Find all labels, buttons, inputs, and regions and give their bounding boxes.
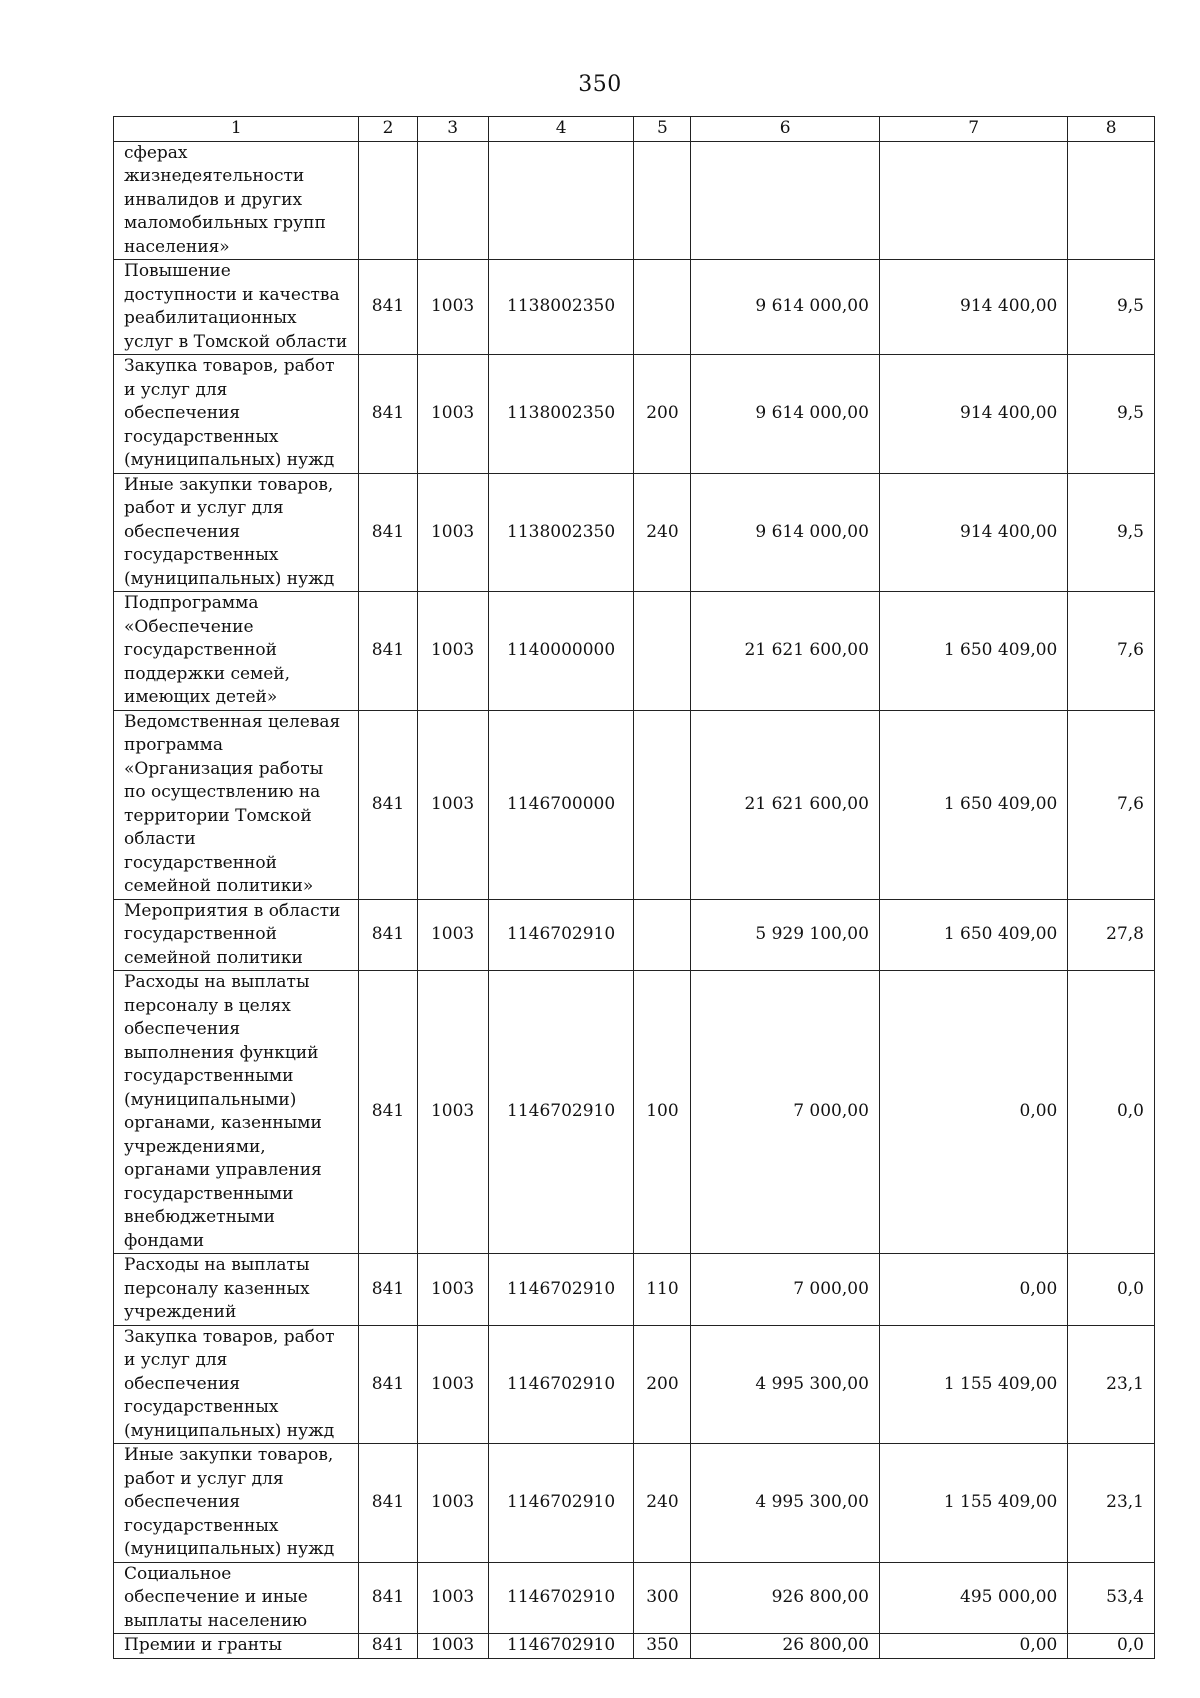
table-cell: 1146702910 [488, 1634, 634, 1659]
table-cell: 926 800,00 [691, 1562, 879, 1634]
table-cell: 1003 [417, 1634, 488, 1659]
table-cell: 21 621 600,00 [691, 710, 879, 899]
table-cell: 9,5 [1068, 355, 1155, 474]
table-cell: 841 [359, 1634, 417, 1659]
table-cell: 1146700000 [488, 710, 634, 899]
column-header: 7 [879, 117, 1067, 142]
table-cell: 1138002350 [488, 260, 634, 355]
table-cell: 1003 [417, 592, 488, 711]
table-cell: 7,6 [1068, 592, 1155, 711]
table-row [114, 710, 1155, 899]
table-cell [634, 899, 691, 971]
table-cell [359, 141, 417, 260]
table-cell: 100 [634, 971, 691, 1254]
row-name: Социальное обеспечение и иные выплаты населению [114, 1562, 359, 1634]
table-cell: 1003 [417, 1325, 488, 1444]
table-cell: 4 995 300,00 [691, 1444, 879, 1563]
row-name: Расходы на выплаты персоналу в целях обеспечения выполнения функций государственными (муниципальными) органами, казенными учреждениями, органами управления государственными внебюджетными фондами [114, 971, 359, 1254]
table-cell: 1140000000 [488, 592, 634, 711]
table-cell: 841 [359, 899, 417, 971]
table-row [114, 141, 1155, 260]
table-row [114, 473, 1155, 592]
table-cell: 1003 [417, 899, 488, 971]
table-cell [1068, 141, 1155, 260]
row-name: Расходы на выплаты персоналу казенных учреждений [114, 1254, 359, 1326]
column-header: 3 [417, 117, 488, 142]
table-cell: 495 000,00 [879, 1562, 1067, 1634]
table-cell: 0,00 [879, 971, 1067, 1254]
table-row [114, 1254, 1155, 1326]
table-cell: 841 [359, 971, 417, 1254]
row-name: Премии и гранты [114, 1634, 359, 1659]
table-cell [634, 592, 691, 711]
table-cell: 1146702910 [488, 1254, 634, 1326]
table-cell: 0,0 [1068, 971, 1155, 1254]
column-header: 5 [634, 117, 691, 142]
table-cell: 841 [359, 1254, 417, 1326]
budget-table [113, 116, 1155, 1659]
table-cell: 7 000,00 [691, 1254, 879, 1326]
table-cell [691, 141, 879, 260]
table-cell: 9 614 000,00 [691, 355, 879, 474]
table-cell: 1146702910 [488, 1562, 634, 1634]
table-cell: 200 [634, 355, 691, 474]
table-cell: 841 [359, 592, 417, 711]
column-header: 2 [359, 117, 417, 142]
table-row [114, 592, 1155, 711]
table-cell: 1003 [417, 1562, 488, 1634]
table-cell: 350 [634, 1634, 691, 1659]
table-cell: 1 650 409,00 [879, 592, 1067, 711]
table-cell: 9,5 [1068, 260, 1155, 355]
row-name: Повышение доступности и качества реабилитационных услуг в Томской области [114, 260, 359, 355]
table-cell: 1003 [417, 1254, 488, 1326]
column-header: 1 [114, 117, 359, 142]
row-name: Закупка товаров, работ и услуг для обеспечения государственных (муниципальных) нужд [114, 355, 359, 474]
table-cell: 53,4 [1068, 1562, 1155, 1634]
table-cell: 1003 [417, 971, 488, 1254]
table-row [114, 899, 1155, 971]
table-cell: 1146702910 [488, 1444, 634, 1563]
table-cell: 110 [634, 1254, 691, 1326]
table-cell: 7,6 [1068, 710, 1155, 899]
table-cell: 5 929 100,00 [691, 899, 879, 971]
table-cell: 9,5 [1068, 473, 1155, 592]
table-cell: 1003 [417, 1444, 488, 1563]
row-name: Иные закупки товаров, работ и услуг для обеспечения государственных (муниципальных) нужд [114, 473, 359, 592]
table-row [114, 260, 1155, 355]
table-cell [879, 141, 1067, 260]
table-row [114, 1634, 1155, 1659]
table-cell: 1146702910 [488, 1325, 634, 1444]
table-cell: 841 [359, 260, 417, 355]
row-name: Мероприятия в области государственной семейной политики [114, 899, 359, 971]
table-cell [634, 260, 691, 355]
table-cell: 0,0 [1068, 1254, 1155, 1326]
table-cell: 23,1 [1068, 1325, 1155, 1444]
table-cell: 914 400,00 [879, 473, 1067, 592]
table-cell: 1 650 409,00 [879, 710, 1067, 899]
table-cell: 240 [634, 1444, 691, 1563]
page-number: 350 [578, 72, 622, 97]
table-cell: 1003 [417, 473, 488, 592]
table-row [114, 1562, 1155, 1634]
column-header: 4 [488, 117, 634, 142]
table-cell: 841 [359, 355, 417, 474]
table-cell: 914 400,00 [879, 260, 1067, 355]
table-cell: 1003 [417, 710, 488, 899]
table-cell: 26 800,00 [691, 1634, 879, 1659]
table-cell [634, 710, 691, 899]
row-name: Закупка товаров, работ и услуг для обеспечения государственных (муниципальных) нужд [114, 1325, 359, 1444]
table-cell: 0,00 [879, 1254, 1067, 1326]
table-row [114, 1444, 1155, 1563]
table-cell: 1 155 409,00 [879, 1325, 1067, 1444]
table-cell: 914 400,00 [879, 355, 1067, 474]
table-cell: 27,8 [1068, 899, 1155, 971]
table-cell: 841 [359, 1325, 417, 1444]
table-row [114, 1325, 1155, 1444]
table-cell: 0,00 [879, 1634, 1067, 1659]
table-cell: 9 614 000,00 [691, 473, 879, 592]
row-name: Подпрограмма «Обеспечение государственной поддержки семей, имеющих детей» [114, 592, 359, 711]
table-cell: 841 [359, 710, 417, 899]
table-cell [488, 141, 634, 260]
table-cell: 300 [634, 1562, 691, 1634]
row-name: Ведомственная целевая программа «Организация работы по осуществлению на территории Томской области государственной семейной политики» [114, 710, 359, 899]
column-header: 8 [1068, 117, 1155, 142]
table-cell: 841 [359, 1562, 417, 1634]
row-name: Иные закупки товаров, работ и услуг для обеспечения государственных (муниципальных) нужд [114, 1444, 359, 1563]
table-cell: 21 621 600,00 [691, 592, 879, 711]
table-cell: 841 [359, 1444, 417, 1563]
table-cell: 23,1 [1068, 1444, 1155, 1563]
table-cell: 1138002350 [488, 473, 634, 592]
table-cell: 9 614 000,00 [691, 260, 879, 355]
table-cell: 7 000,00 [691, 971, 879, 1254]
table-cell: 4 995 300,00 [691, 1325, 879, 1444]
table-cell: 240 [634, 473, 691, 592]
table-cell: 1 650 409,00 [879, 899, 1067, 971]
table-cell: 200 [634, 1325, 691, 1444]
table-cell: 1146702910 [488, 971, 634, 1254]
table-cell: 1138002350 [488, 355, 634, 474]
table-cell: 1 155 409,00 [879, 1444, 1067, 1563]
table-cell: 0,0 [1068, 1634, 1155, 1659]
column-header: 6 [691, 117, 879, 142]
table-row [114, 971, 1155, 1254]
table-cell: 841 [359, 473, 417, 592]
table-row [114, 355, 1155, 474]
table-cell: 1003 [417, 355, 488, 474]
table-cell: 1146702910 [488, 899, 634, 971]
row-name: сферах жизнедеятельности инвалидов и других маломобильных групп населения» [114, 141, 359, 260]
table-cell: 1003 [417, 260, 488, 355]
header-row [114, 117, 1155, 142]
table-cell [417, 141, 488, 260]
table-cell [634, 141, 691, 260]
